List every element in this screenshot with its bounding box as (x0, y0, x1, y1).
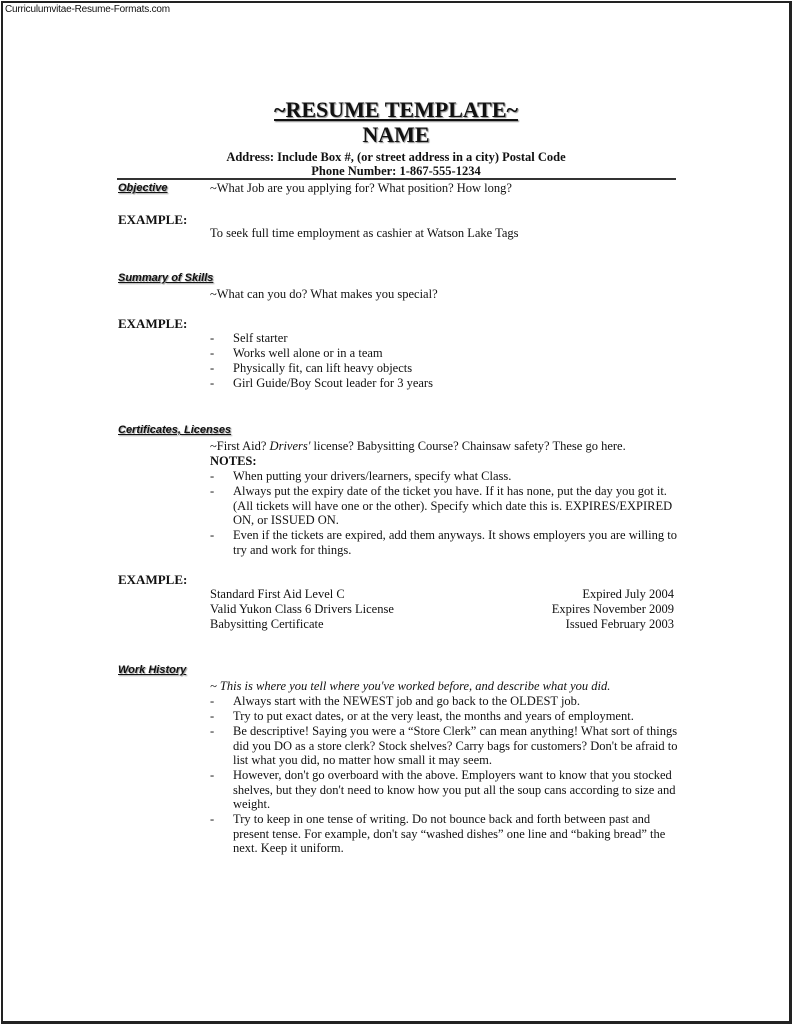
bullet-dash: - (210, 346, 215, 360)
bullet-dash: - (210, 528, 215, 542)
certificates-prompt: ~First Aid? Drivers' license? Babysitting Course? Chainsaw safety? These go here. (210, 439, 626, 453)
objective-example-label: EXAMPLE: (118, 212, 188, 227)
address-line: Address: Include Box #, (or street address in a city) Postal Code (226, 150, 566, 164)
certificate-name: Valid Yukon Class 6 Drivers License (210, 602, 394, 616)
notes-label: NOTES: (210, 454, 257, 468)
objective-prompt: ~What Job are you applying for? What position? How long? (210, 181, 512, 195)
bullet-dash: - (210, 331, 215, 345)
bullet-dash: - (210, 484, 215, 498)
skills-heading: Summary of Skills (118, 272, 214, 284)
bullet-dash: - (210, 709, 215, 723)
work-history-heading: Work History (118, 664, 187, 676)
certificate-row (210, 617, 674, 632)
objective-heading: Objective (118, 182, 168, 194)
watermark-source: Curriculumvitae-Resume-Formats.com (5, 4, 170, 15)
bullet-dash: - (210, 812, 215, 826)
certificates-heading: Certificates, Licenses (118, 424, 232, 436)
certificates-example-label: EXAMPLE: (118, 572, 188, 587)
certificate-date: Issued February 2003 (565, 617, 674, 631)
bullet-dash: - (210, 469, 215, 483)
phone-line: Phone Number: 1-867-555-1234 (311, 164, 481, 178)
resume-title: ~RESUME TEMPLATE~ (274, 97, 518, 122)
certificate-row (210, 587, 674, 602)
certificate-date: Expired July 2004 (582, 587, 674, 601)
certificate-name: Babysitting Certificate (210, 617, 324, 631)
bullet-dash: - (210, 361, 215, 375)
bullet-dash: - (210, 376, 215, 390)
header-divider (117, 178, 676, 180)
bullet-dash: - (210, 768, 215, 782)
objective-example-text: To seek full time employment as cashier at Watson Lake Tags (210, 226, 519, 240)
skills-example-label: EXAMPLE: (118, 316, 188, 331)
bullet-dash: - (210, 694, 215, 708)
resume-name: NAME (362, 122, 430, 147)
certificate-date: Expires November 2009 (551, 602, 674, 616)
certificate-row (210, 602, 674, 617)
work-history-prompt: ~ This is where you tell where you've worked before, and describe what you did. (210, 679, 611, 693)
certificate-name: Standard First Aid Level C (210, 587, 345, 601)
bullet-dash: - (210, 724, 215, 738)
skills-prompt: ~What can you do? What makes you special? (210, 287, 438, 301)
